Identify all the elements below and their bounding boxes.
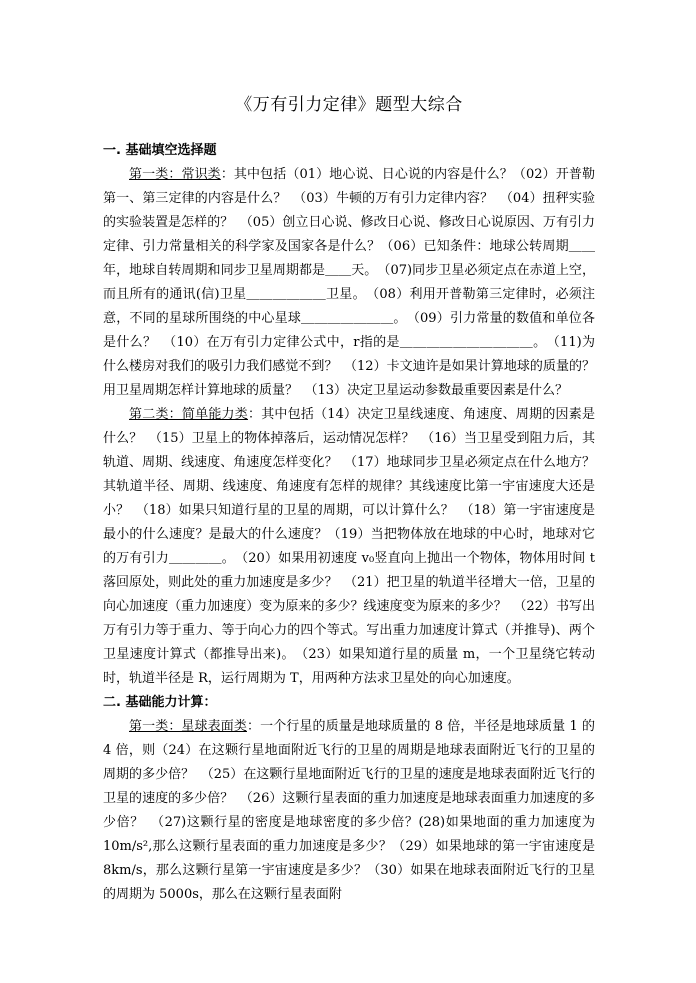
category-label: 第一类：常识类 (129, 167, 221, 182)
paragraph-text: ：其中包括（01）地心说、日心说的内容是什么？（02）开普勒第一、第三定律的内容是什么？ （03）牛顿的万有引力定律内容？ （04）扭秤实验的实验装置是怎样的？ （05）创立日心说、修改日心说、修改日心说原因、万有引力定律、引力常量相关的科学家及国家各是什么？（06）已知条件：地球公转周期＿＿年，地球自转周期和同步卫星周期都是＿＿天。 （07)同步卫星必须定点在赤道上空，而且所有的通讯(信)卫星＿＿＿＿＿＿卫星。 （08）利用开普勒第三定律时，必须注意，不同的星球所围绕的中心星球＿＿＿＿＿＿＿。 （09）引力常量的数值和单位各是什么？ （10）在万有引力定律公式中，r指的是＿＿＿＿＿＿＿＿＿＿。 （11)为什么楼房对我们的吸引力我们感觉不到？ （12）卡文迪许是如果计算地球的质量的？用卫星周期怎样计算地球的质量？ （13）决定卫星运动参数最重要因素是什么？ (103, 167, 595, 398)
paragraph-text: ：一个行星的质量是地球质量的 8 倍，半径是地球质量 1 的 4 倍，则（24）在这颗行星地面附近飞行的卫星的周期是地球表面附近飞行的卫星的周期的多少倍？ （25）在这颗行星地面附近飞行的卫星的速度是地球表面附近飞行的卫星的速度的多少倍？ （26）这颗行星表面的重力加速度是地球表面重力加速度的多少倍？ （27)这颗行星的密度是地球密度的多少倍？(28)如果地面的重力加速度为 10m/s²,那么这颗行星表面的重力加速度是多少？（29）如果地球的第一宇宙速度是 8km/s，那么这颗行星第一宇宙速度是多少？（30）如果在地球表面附近飞行的卫星的周期为 5000s，那么在这颗行星表面附 (103, 719, 595, 902)
section-heading-basic-fill: 一. 基础填空选择题 (103, 143, 217, 158)
category-label: 第二类：简单能力类 (129, 407, 248, 422)
paragraph-simple-ability (103, 403, 595, 691)
paragraph-text: ：其中包括（14）决定卫星线速度、角速度、周期的因素是什么？ （15）卫星上的物体掉落后，运动情况怎样？ （16）当卫星受到阻力后，其轨道、周期、线速度、角速度怎样变化？ （17）地球同步卫星必须定点在什么地方？其轨道半径、周期、线速度、角速度有怎样的规律？其线速度比第一宇宙速度大还是小？ （18）如果只知道行星的卫星的周期，可以计算什么？ （18）第一宇宙速度是最小的什么速度？是最大的什么速度？（19）当把物体放在地球的中心时，地球对它的万有引力＿＿＿＿。 （20）如果用初速度 v₀竖直向上抛出一个物体，物体用时间 t落回原处，则此处的重力加速度是多少？ （21）把卫星的轨道半径增大一倍，卫星的向心加速度（重力加速度）变为原来的多少？线速度变为原来的多少？ （22）书写出万有引力等于重力、等于向心力的四个等式。写出重力加速度计算式（并推导)、两个卫星速度计算式（都推导出来)。 （23）如果知道行星的质量 m，一个卫星绕它转动时，轨道半径是 R，运行周期为 T，用两种方法求卫星处的向心加速度。 (103, 407, 595, 686)
section-heading-basic-calc: 二. 基础能力计算： (103, 695, 217, 710)
document-title: 《万有引力定律》题型大综合 (235, 95, 463, 115)
category-label: 第一类：星球表面类 (129, 719, 247, 734)
paragraph-planet-surface (103, 715, 595, 907)
document-page (103, 80, 595, 907)
paragraph-common-knowledge (103, 163, 595, 403)
